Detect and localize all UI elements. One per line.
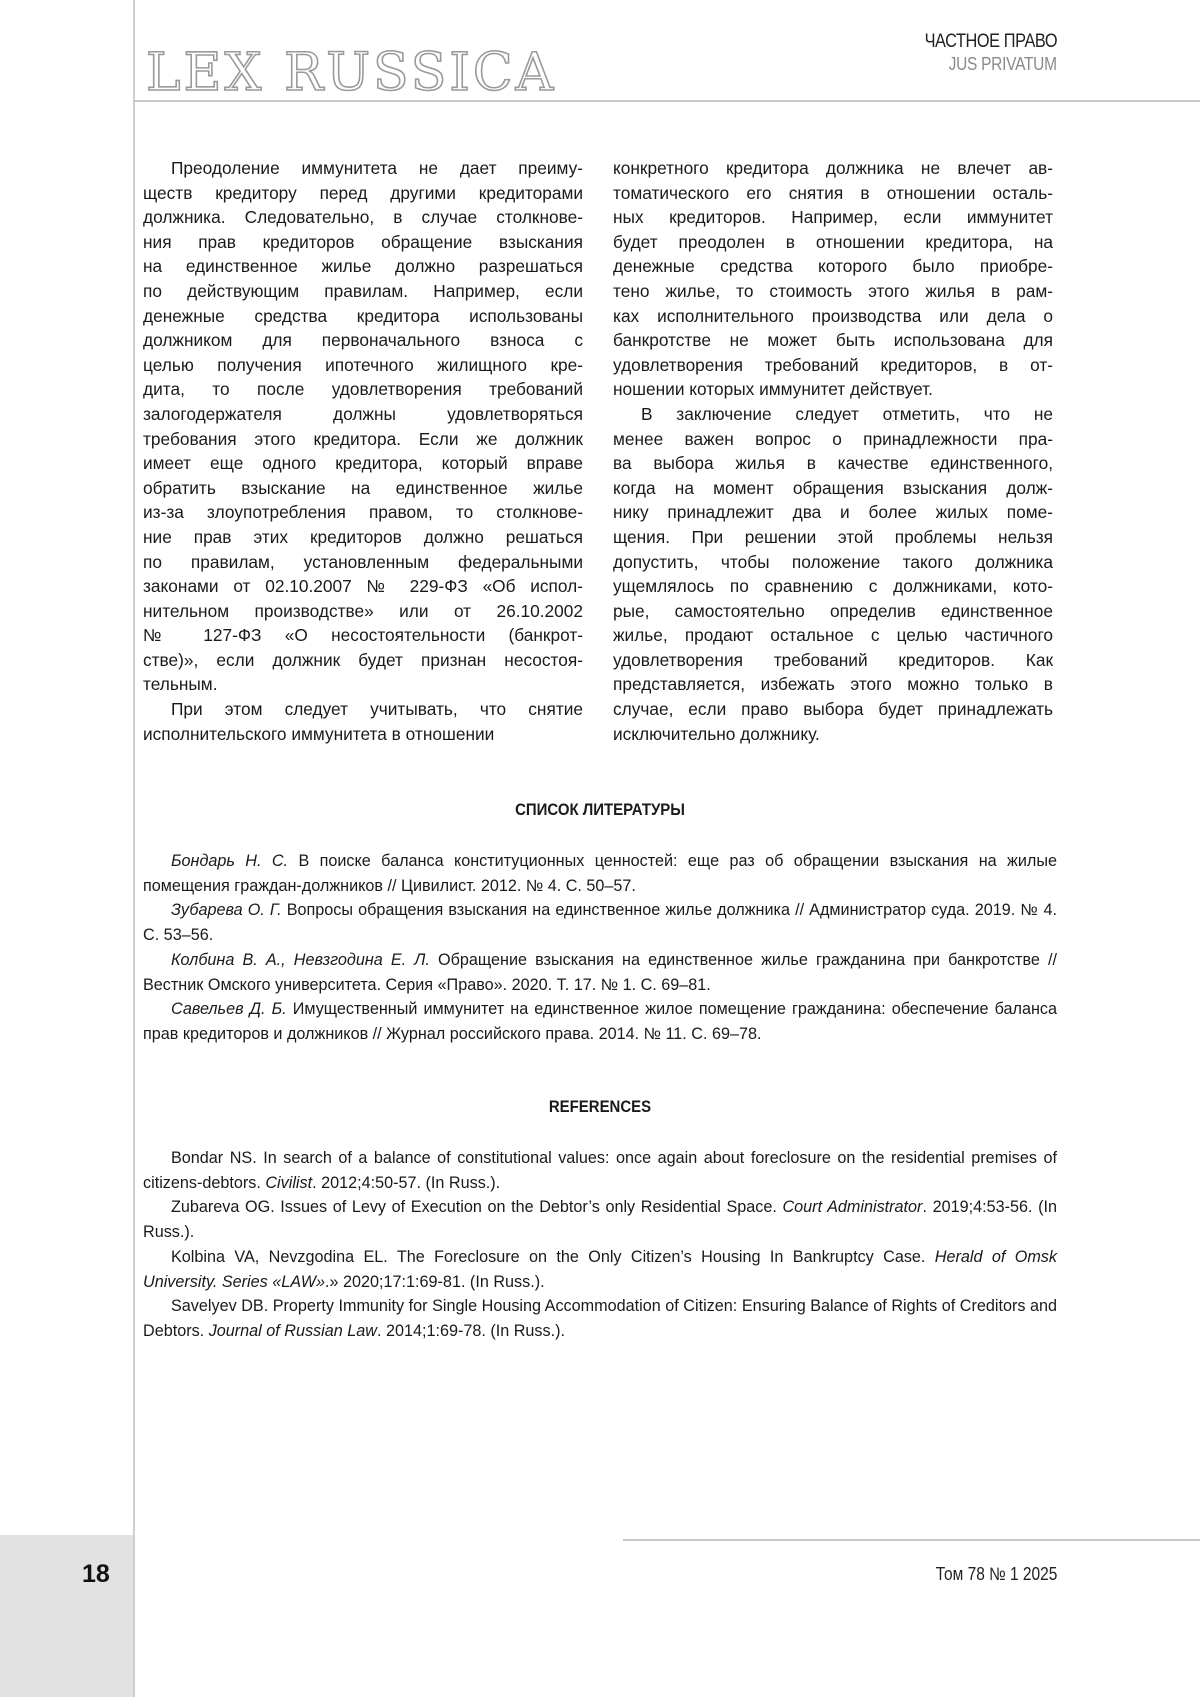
reference-text: Kolbina VA, Nevzgodina EL. The Foreclosure on the Only Citizen’s Housing In Bankruptcy Case.	[171, 1248, 935, 1266]
reference-text: Savelyev DB. Property Immunity for Single Housing Accommodation of Citizen: Ensuring Balance of Rights of Creditors and Debtors.	[143, 1297, 1057, 1340]
text-line: должником для первоначального взноса с	[143, 328, 583, 353]
text-line: имеет еще одного кредитора, который вправе	[143, 451, 583, 476]
text-line: ние прав этих кредиторов должно решаться	[143, 525, 583, 550]
reference-text: Bondar NS. In search of a balance of constitutional values: once again about foreclosure on the residential premises of citizens-debtors.	[143, 1149, 1057, 1192]
text-line: тено жилье, то стоимость этого жилья в рам-	[613, 279, 1053, 304]
text-line: денежные средства кредитора использованы	[143, 304, 583, 329]
body-column-right	[613, 156, 1053, 746]
text-line: томатического его снятия в отношении осталь-	[613, 181, 1053, 206]
bibliography-item	[143, 997, 1057, 1046]
text-line: денежные средства которого было приобре-	[613, 254, 1053, 279]
bibliography-authors: Савельев Д. Б.	[171, 1000, 287, 1018]
reference-item	[143, 1146, 1057, 1195]
text-line: банкротстве не может быть использована для	[613, 328, 1053, 353]
text-line: ществ кредитору перед другими кредиторами	[143, 181, 583, 206]
reference-details: .» 2020;17:1:69-81. (In Russ.).	[325, 1273, 545, 1291]
journal-logo-text: LEX RUSSICA	[146, 43, 556, 103]
bibliography-authors: Бондарь Н. С.	[171, 852, 288, 870]
bibliography-text: В поиске баланса конституционных ценностей: еще раз об обращении взыскания на жилые помещения граждан-должников // Цивилист. 2012. № 4. С. 50–57.	[143, 852, 1057, 895]
text-line: Преодоление иммунитета не дает преиму-	[143, 156, 583, 181]
text-line: дита, то после удовлетворения требований	[143, 377, 583, 402]
bibliography-heading: СПИСОК ЛИТЕРАТУРЫ	[198, 800, 1002, 820]
text-line: по правилам, установленным федеральными	[143, 550, 583, 575]
references-list	[143, 1146, 1057, 1344]
reference-details: . 2012;4:50-57. (In Russ.).	[312, 1174, 500, 1192]
body-column-left	[143, 156, 583, 746]
text-line: нительном производстве» или от 26.10.2002	[143, 599, 583, 624]
bibliography-text: Обращение взыскания на единственное жилье гражданина при банкротстве // Вестник Омского университета. Серия «Право». 2020. Т. 17. № 1. С. 69–81.	[143, 951, 1057, 994]
reference-source: Civilist	[265, 1174, 312, 1192]
bibliography-text: Имущественный иммунитет на единственное жилое помещение гражданина: обеспечение баланса прав кредиторов и должников // Журнал российского права. 2014. № 11. С. 69–78.	[143, 1000, 1057, 1043]
text-line: рые, самостоятельно определив единственное	[613, 599, 1053, 624]
bibliography-list	[143, 849, 1057, 1047]
text-line: случае, если право выбора будет принадлежать	[613, 697, 1053, 722]
page-number-tab	[0, 1535, 133, 1697]
text-line: ных кредиторов. Например, если иммунитет	[613, 205, 1053, 230]
text-line: ношении которых иммунитет действует.	[613, 377, 1053, 402]
bibliography-item	[143, 898, 1057, 947]
text-line: ния прав кредиторов обращение взыскания	[143, 230, 583, 255]
reference-source: Journal of Russian Law	[209, 1322, 377, 1340]
left-margin-bar	[0, 0, 135, 1697]
text-line: исполнительского иммунитета в отношении	[143, 722, 583, 747]
text-line: обратить взыскание на единственное жилье	[143, 476, 583, 501]
text-line: ках исполнительного производства или дела о	[613, 304, 1053, 329]
text-line: менее важен вопрос о принадлежности пра-	[613, 427, 1053, 452]
reference-details: . 2014;1:69-78. (In Russ.).	[377, 1322, 565, 1340]
text-line: требования этого кредитора. Если же должник	[143, 427, 583, 452]
section-title-en: JUS PRIVATUM	[949, 54, 1057, 75]
text-line: нику принадлежит два и более жилых поме-	[613, 500, 1053, 525]
bibliography-authors: Зубарева О. Г.	[171, 901, 282, 919]
text-line: будет преодолен в отношении кредитора, на	[613, 230, 1053, 255]
text-line: тельным.	[143, 672, 583, 697]
issue-info: Том 78 № 1 2025	[935, 1564, 1057, 1585]
text-line: когда на момент обращения взыскания долж-	[613, 476, 1053, 501]
bibliography-text: Вопросы обращения взыскания на единственное жилье должника // Администратор суда. 2019. № 4. С. 53–56.	[143, 901, 1057, 944]
text-line: ущемлялось по сравнению с должниками, кото-	[613, 574, 1053, 599]
journal-logo	[146, 40, 446, 102]
section-title-ru: ЧАСТНОЕ ПРАВО	[924, 31, 1057, 53]
bibliography-authors: Колбина В. А., Невзгодина Е. Л.	[171, 951, 430, 969]
text-line: на единственное жилье должно разрешаться	[143, 254, 583, 279]
reference-source: Herald of Omsk University. Series «LAW»	[143, 1248, 1057, 1291]
text-line: по действующим правилам. Например, если	[143, 279, 583, 304]
text-line: исключительно должнику.	[613, 722, 1053, 747]
text-line: должника. Следовательно, в случае столкнове-	[143, 205, 583, 230]
text-line: конкретного кредитора должника не влечет ав-	[613, 156, 1053, 181]
text-line: стве)», если должник будет признан несостоя-	[143, 648, 583, 673]
reference-source: Court Administrator	[782, 1198, 922, 1216]
text-line: законами от 02.10.2007 № 229-ФЗ «Об испол-	[143, 574, 583, 599]
text-line: щения. При решении этой проблемы нельзя	[613, 525, 1053, 550]
text-line: целью получения ипотечного жилищного кре-	[143, 353, 583, 378]
text-line: залогодержателя должны удовлетворяться	[143, 402, 583, 427]
text-line: представляется, избежать этого можно только в	[613, 672, 1053, 697]
bibliography-item	[143, 948, 1057, 997]
text-line: В заключение следует отметить, что не	[613, 402, 1053, 427]
bibliography-item	[143, 849, 1057, 898]
text-line: ва выбора жилья в качестве единственного,	[613, 451, 1053, 476]
text-line: № 127-ФЗ «О несостоятельности (банкрот-	[143, 623, 583, 648]
reference-item	[143, 1195, 1057, 1244]
text-line: удовлетворения требований кредиторов, в от-	[613, 353, 1053, 378]
text-line: из-за злоупотребления правом, то столкнове-	[143, 500, 583, 525]
text-line: При этом следует учитывать, что снятие	[143, 697, 583, 722]
reference-details: . 2019;4:53-56. (In Russ.).	[143, 1198, 1057, 1241]
reference-item	[143, 1245, 1057, 1294]
text-line: допустить, чтобы положение такого должника	[613, 550, 1053, 575]
text-line: жилье, продают остальное с целью частичного	[613, 623, 1053, 648]
page-number: 18	[82, 1560, 110, 1589]
footer-divider	[623, 1539, 1200, 1541]
references-heading: REFERENCES	[198, 1097, 1002, 1117]
reference-text: Zubareva OG. Issues of Levy of Execution on the Debtor’s only Residential Space.	[171, 1198, 782, 1216]
reference-item	[143, 1294, 1057, 1343]
text-line: удовлетворения требований кредиторов. Как	[613, 648, 1053, 673]
